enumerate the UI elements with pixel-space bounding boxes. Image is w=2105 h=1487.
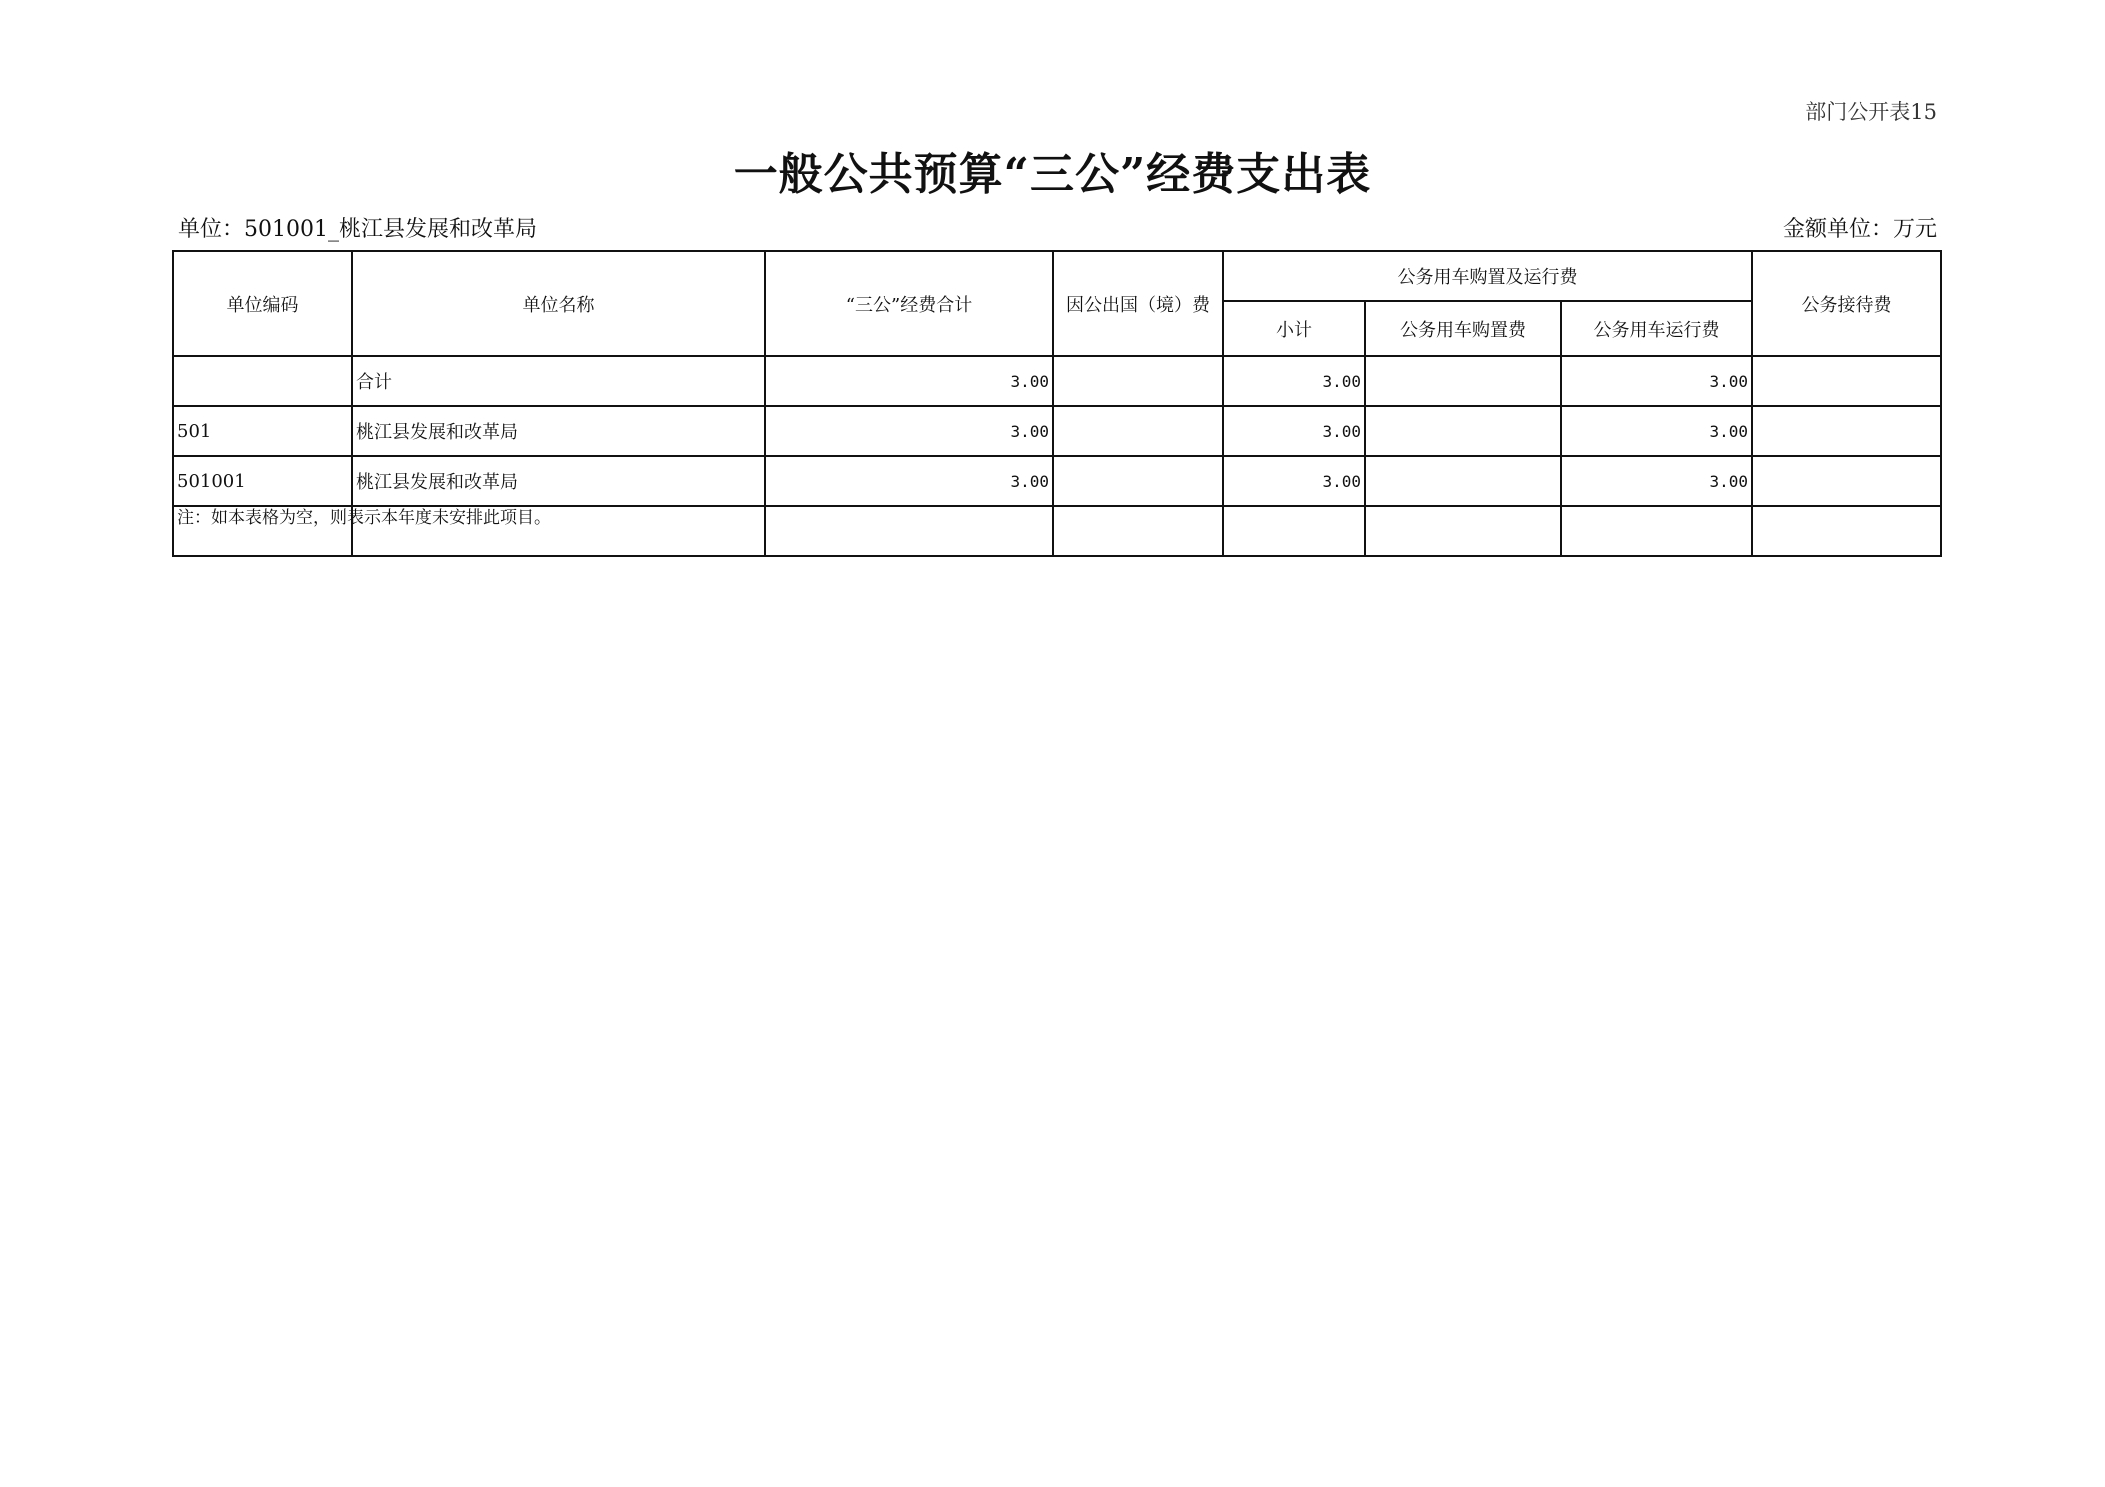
header-vehicle-operation: 公务用车运行费 — [1561, 301, 1752, 356]
cell-operation: 3.00 — [1561, 456, 1752, 506]
empty-cell — [1223, 506, 1365, 556]
cell-abroad — [1053, 456, 1223, 506]
cell-name: 合计 — [352, 356, 765, 406]
note-cell — [173, 506, 551, 556]
header-reception: 公务接待费 — [1752, 251, 1941, 356]
cell-code — [173, 356, 352, 406]
cell-code: 501 — [173, 406, 352, 456]
cell-purchase — [1365, 356, 1561, 406]
cell-total: 3.00 — [765, 406, 1053, 456]
empty-cell — [1561, 506, 1752, 556]
header-subtotal: 小计 — [1223, 301, 1365, 356]
cell-reception — [1752, 356, 1941, 406]
header-unit-name: 单位名称 — [352, 251, 765, 356]
cell-code: 501001 — [173, 456, 352, 506]
cell-name: 桃江县发展和改革局 — [352, 456, 765, 506]
header-unit-code: 单位编码 — [173, 251, 352, 356]
header-vehicle-purchase: 公务用车购置费 — [1365, 301, 1561, 356]
empty-cell — [1053, 506, 1223, 556]
cell-abroad — [1053, 406, 1223, 456]
cell-total: 3.00 — [765, 356, 1053, 406]
cell-name: 桃江县发展和改革局 — [352, 406, 765, 456]
table-row — [173, 406, 1941, 456]
cell-purchase — [1365, 406, 1561, 456]
expense-table — [172, 250, 1942, 557]
empty-cell — [1752, 506, 1941, 556]
note-row — [173, 506, 1941, 556]
cell-subtotal: 3.00 — [1223, 356, 1365, 406]
table-row — [173, 456, 1941, 506]
amount-unit-label: 金额单位：万元 — [1782, 217, 1937, 242]
cell-reception — [1752, 456, 1941, 506]
page-title: 一般公共预算“三公”经费支出表 — [733, 149, 1372, 200]
note-text: 注：如本表格为空，则表示本年度未安排此项目。 — [177, 508, 551, 528]
cell-purchase — [1365, 456, 1561, 506]
header-abroad: 因公出国（境）费 — [1053, 251, 1223, 356]
header-total: “三公”经费合计 — [765, 251, 1053, 356]
cell-abroad — [1053, 356, 1223, 406]
empty-cell — [765, 506, 1053, 556]
cell-subtotal: 3.00 — [1223, 406, 1365, 456]
table-row — [173, 356, 1941, 406]
cell-reception — [1752, 406, 1941, 456]
cell-operation: 3.00 — [1561, 356, 1752, 406]
cell-total: 3.00 — [765, 456, 1053, 506]
header-vehicle-group: 公务用车购置及运行费 — [1223, 251, 1752, 301]
unit-label: 单位：501001_桃江县发展和改革局 — [178, 217, 537, 242]
page-number: 部门公开表15 — [1805, 100, 1937, 124]
cell-subtotal: 3.00 — [1223, 456, 1365, 506]
cell-operation: 3.00 — [1561, 406, 1752, 456]
empty-cell — [1365, 506, 1561, 556]
